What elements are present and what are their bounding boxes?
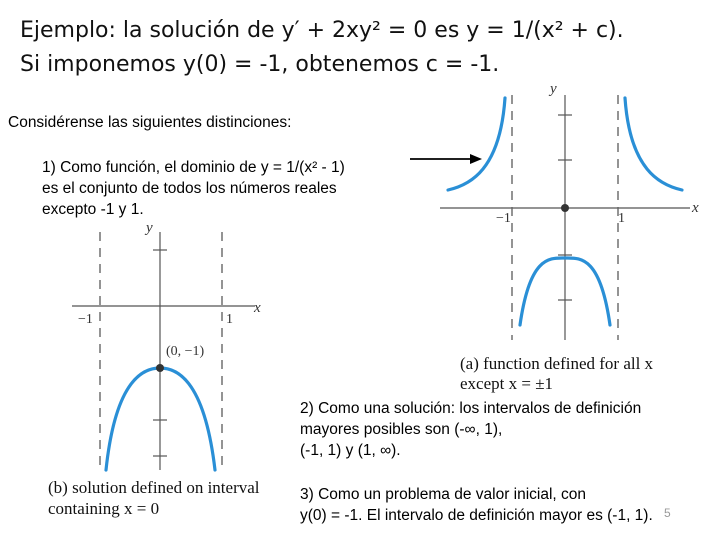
point-2-line-2: mayores posibles son (-∞, 1), xyxy=(300,421,503,438)
intro-text: Considérense las siguientes distinciones: xyxy=(8,114,292,131)
point-1-line-1: 1) Como función, el dominio de y = 1/(x² - 1) xyxy=(42,159,345,176)
figure-a-caption-2: except x = ±1 xyxy=(460,374,554,393)
figure-b-caption-1: (b) solution defined on interval xyxy=(48,478,260,497)
figure-b-caption-2: containing x = 0 xyxy=(48,499,160,518)
figure-b-tick-neg: −1 xyxy=(78,312,93,327)
figure-a-caption-1: (a) function defined for all x xyxy=(460,354,654,373)
point-3-line-2: y(0) = -1. El intervalo de definición mayor es (-1, 1). xyxy=(300,507,653,524)
figure-a-tick-neg: −1 xyxy=(496,211,511,226)
figure-a-tick-pos: 1 xyxy=(618,211,625,226)
figure-b-x-label: x xyxy=(254,300,261,316)
title-line-2: Si imponemos y(0) = -1, obtenemos c = -1. xyxy=(20,52,500,77)
point-3-line-1: 3) Como un problema de valor inicial, con xyxy=(300,486,587,503)
figure-b-y-label: y xyxy=(146,220,153,236)
title-line-1: Ejemplo: la solución de y′ + 2xy² = 0 es y = 1/(x² + c). xyxy=(20,18,624,43)
point-1-line-2: es el conjunto de todos los números reales xyxy=(42,180,337,197)
figure-b-point xyxy=(156,364,164,372)
figure-b-tick-pos: 1 xyxy=(226,312,233,327)
point-2-line-3: (-1, 1) y (1, ∞). xyxy=(300,442,401,459)
page-number: 5 xyxy=(664,506,671,520)
figure-a-y-label: y xyxy=(550,81,557,97)
figure-b-point-label: (0, −1) xyxy=(166,344,205,359)
point-1-line-3: excepto -1 y 1. xyxy=(42,201,144,218)
point-2-line-1: 2) Como una solución: los intervalos de definición xyxy=(300,400,642,417)
figure-a-x-label: x xyxy=(692,200,699,216)
